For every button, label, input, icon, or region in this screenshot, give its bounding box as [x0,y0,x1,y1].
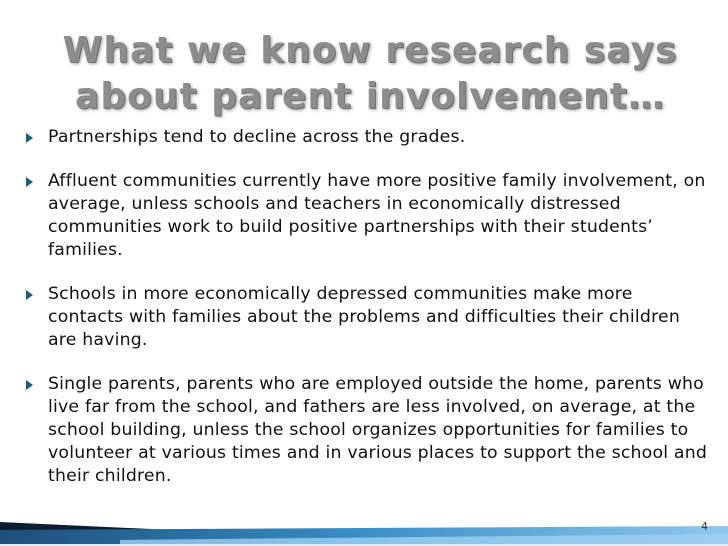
decorative-accent-bar [0,504,728,546]
bullet-text: Affluent communities currently have more positive family involvement, on average, unless schools and teachers in economically distressed communities work to build positive partnerships with their students’ families. [48,171,706,260]
triangle-bullet-icon [26,177,33,187]
bullet-item [22,373,712,488]
bullet-item [22,170,712,262]
slide-title [60,28,680,120]
bullet-item [22,283,712,352]
bullet-list [22,126,712,509]
bullet-text: Partnerships tend to decline across the grades. [48,127,466,147]
bullet-item [22,126,712,149]
page-number: 4 [701,520,708,533]
bullet-text: Single parents, parents who are employed outside the home, parents who live far from the school, and fathers are less involved, on average, at the school building, unless the school organizes opportunities for families to volunteer at various times and in various places to support the school and their children. [48,374,708,486]
title-line-1: What we know research says [62,30,678,71]
title-line-2: about parent involvement… [75,76,665,117]
bullet-text: Schools in more economically depressed communities make more contacts with families about the problems and difficulties their children are having. [48,284,680,350]
triangle-bullet-icon [26,380,33,390]
triangle-bullet-icon [26,290,33,300]
triangle-bullet-icon [26,133,33,143]
